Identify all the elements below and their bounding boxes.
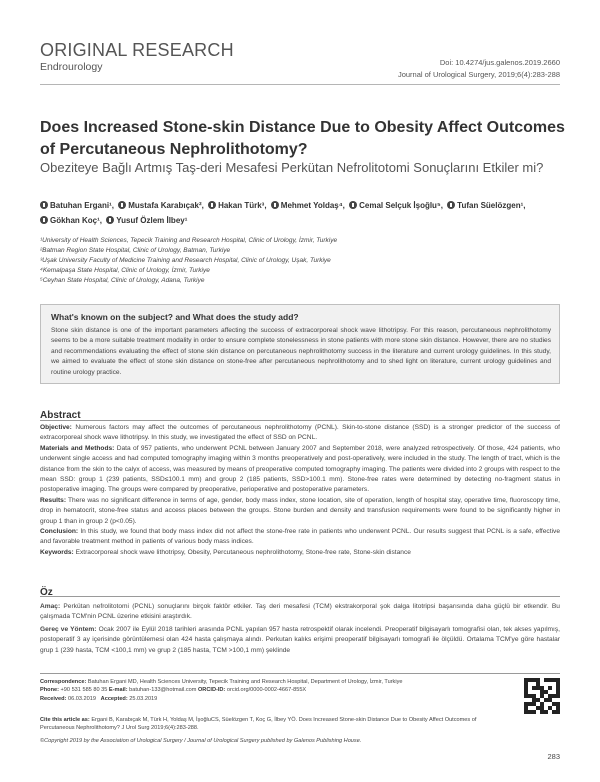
abstract-keywords: Keywords: Extracorporeal shock wave lithotripsy, Obesity, Percutaneous nephrolithotomy, Stone-free rate, Stone-skin distance [40, 548, 411, 556]
orcid-icon[interactable] [40, 201, 48, 209]
header-rule [40, 84, 560, 85]
affiliation: ¹University of Health Sciences, Tepecik Training and Research Hospital, Clinic of Urology, İzmir, Turkiye [40, 237, 338, 244]
cite-as: Cite this article as: Ergani B, Karabıçak M, Türk H, Yoldaş M, İşoğluCS, Süelözgen T, Koç G, İlbey YÖ. Does Increased Stone-skin Distance Due to Obesity Affect Outcomes of Percutaneous Nephrolithotomy? J Urol Surg 2019;6(4):283-288. [40, 717, 477, 732]
affiliation: ²Batman Region State Hospital, Clinic of Urology, Batman, Turkiye [40, 247, 231, 255]
abstract-body [40, 423, 560, 558]
known-text: Stone skin distance is one of the important parameters affecting the success of extracorporeal shock wave lithotripsy. For this reason, percutaneous nephrolithotomy seems to be a more suitable treatment modality in order to ensure complete stonelessness in stone patients with more stone skin distance. However, there are no studies and recommendations evaluating the effect of stone skin distance on percutaneous nephrolithotomy success in the literature and current urology guidelines. In this study, we aimed to evaluate the effect of stone skin distance on stone-free after percutaneous nephrolithotomy and to shed light on literature, current urology guidelines and routine urology practice. [51, 327, 551, 376]
page-number: 283 [547, 752, 560, 761]
author[interactable]: Yusuf Özlem İlbey¹ [106, 216, 187, 225]
author[interactable]: Cemal Selçuk İşoğlu⁵, [349, 201, 443, 210]
oz-body [40, 602, 560, 658]
journal-citation: Journal of Urological Surgery, 2019;6(4):283-288 [397, 70, 560, 79]
copyright: ©Copyright 2019 by the Association of Urological Surgery / Journal of Urological Surgery published by Galenos Publishing House. [40, 738, 362, 744]
affiliation: ⁴Kemalpaşa State Hospital, Clinic of Urology, İzmir, Turkiye [40, 267, 210, 275]
dates-line: Received: 06.03.2019 Accepted: 25.03.2019 [40, 695, 158, 702]
orcid-icon[interactable] [271, 201, 279, 209]
known-heading: What's known on the subject? and What does the study add? [51, 312, 299, 322]
correspondence [40, 678, 510, 703]
orcid-link[interactable]: orcid.org/0000-0002-4667-855X [226, 687, 307, 694]
orcid-icon[interactable] [106, 216, 114, 224]
oz-heading: Öz [40, 582, 560, 597]
qr-code-icon[interactable] [524, 678, 560, 714]
abstract-objective: Objective: Numerous factors may affect the outcomes of percutaneous nephrolithotomy (PCNL). Skin-to-stone distance (SSD) is a stronger predictor of the success of extracorporeal shock wave lithotripsy. In this study, we investigated the effect of SSD on PCNL. [40, 424, 561, 442]
affiliation: ⁵Ceyhan State Hospital, Clinic of Urology, Adana, Turkiye [40, 277, 205, 285]
orcid-icon[interactable] [208, 201, 216, 209]
author[interactable]: Hakan Türk³, [208, 201, 266, 210]
author[interactable]: Tufan Süelözgen¹, [447, 201, 525, 210]
abstract-results: Results: There was no significant difference in terms of age, gender, body mass index, stone location, site of operation, length of hospital stay, operative time, fluoroscopy time, drop in hematocrit, stone-free status and access places between the groups. Stone burden and density and transfusion requirements were found to be significantly higher in group 1 than in group 2 (p<0.05). [40, 496, 560, 525]
orcid-icon[interactable] [447, 201, 455, 209]
abstract-heading: Abstract [40, 405, 560, 421]
affiliation-list [40, 236, 565, 286]
author[interactable]: Gökhan Koç¹, [40, 216, 102, 225]
article-title: Does Increased Stone-skin Distance Due to Obesity Affect Outcomes of Percutaneous Nephrolithotomy? [40, 119, 565, 158]
author[interactable]: Mehmet Yoldaş⁴, [271, 201, 345, 210]
affiliation: ³Uşak University Faculty of Medicine Training and Research Hospital, Clinic of Urology, Uşak, Turkiye [40, 257, 331, 265]
author[interactable]: Mustafa Karabıçak², [118, 201, 204, 210]
section-label: ORIGINAL RESEARCH [40, 40, 234, 60]
oz-yontem: Gereç ve Yöntem: Ocak 2007 ile Eylül 2018 tarihleri arasında PCNL yapılan 957 hasta retrospektif olarak incelendi. Preoperatif bilgisayarlı tomografisi olan, tek akses yapılmış, postoperatif 3 ay içerisinde görüntülemesi olan 424 hasta çalışmaya alındı. Perkutan kalıks erişimi preoperatif bilgisayarlı tomografi ile ölçüldü. Ortalama TCM'ye göre hastalar grup 1 (239 hasta, TCM <100,1 mm) ve grup 2 (185 hasta, TCM >100,1 mm) şeklinde [40, 625, 560, 654]
known-box [40, 304, 560, 384]
doi[interactable]: Doi: 10.4274/jus.galenos.2019.2660 [439, 58, 560, 67]
email-link[interactable]: batuhan-133@hotmail.com [129, 687, 197, 694]
article-subtitle: Obeziteye Bağlı Artmış Taş-deri Mesafesi Perkütan Nefrolitotomi Sonuçlarını Etkiler mi? [40, 160, 544, 175]
section-sublabel: Endrourology [40, 61, 103, 73]
correspondence-line: Correspondence: Batuhan Ergani MD, Health Sciences University, Tepecik Training and Research Hospital, Department of Urology, İzmir, Turkiye [40, 679, 403, 685]
author-list [40, 198, 565, 228]
author[interactable]: Batuhan Ergani¹, [40, 201, 114, 210]
abstract-conclusion: Conclusion: In this study, we found that body mass index did not affect the stone-free rate in patients who underwent PCNL. Our results suggest that PCNL is a safe, effective and favorable treatment method in patients of various body mass indices. [40, 528, 560, 546]
contact-line: Phone: +90 531 585 80 35 E-mail: batuhan-133@hotmail.com ORCID-ID: orcid.org/0000-0002-4667-855X [40, 687, 307, 694]
orcid-icon[interactable] [349, 201, 357, 209]
abstract-methods: Materials and Methods: Data of 957 patients, who underwent PCNL between January 2007 and September 2018, were analyzed retrospectively. Of those, 424 patients, who underwent single access and had computed tomography imaging within 3 months preoperatively and post-operatively, were included in the study. The length of tract, which is the distance from the skin to the calyx of access, was measured by means of preoperative computed tomography imaging. The patients were divided into 2 groups with respect to the mean SSD: group 1 (239 patients, SSD≤100.1 mm) and group 2 (185 patients, SSD>100.1 mm). Stone-free rates were determined by detecting no-fragment status in postoperative imaging. The groups were compared by preoperative, perioperative and postoperative parameters. [40, 444, 560, 494]
orcid-icon[interactable] [118, 201, 126, 209]
oz-amac: Amaç: Perkütan nefrolitotomi (PCNL) sonuçlarını birçok faktör etkiler. Taş deri mesafesi (TCM) ekstrakorporal şok dalga litotripsi başarısında daha güçlü bir etkendir. Bu çalışmada TCM'nin PCNL üzerine etkisini araştırdık. [40, 603, 560, 621]
footer-rule [40, 673, 560, 674]
orcid-icon[interactable] [40, 216, 48, 224]
